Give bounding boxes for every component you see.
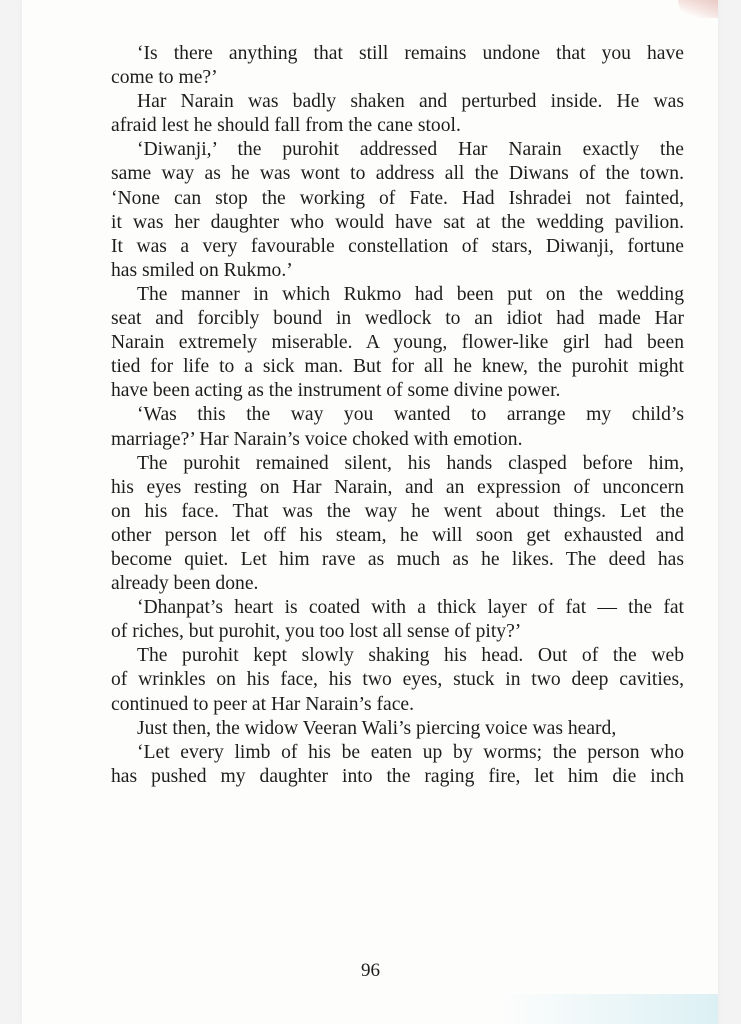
page-corner-shadow bbox=[678, 0, 718, 18]
text-line: his eyes resting on Har Narain, and an expression of unconcern bbox=[111, 476, 684, 498]
body-text bbox=[111, 42, 684, 789]
text-line: on his face. That was the way he went about things. Let the bbox=[111, 500, 684, 522]
text-line: ‘Dhanpat’s heart is coated with a thick layer of fat — the fat bbox=[137, 597, 684, 619]
paragraph bbox=[111, 741, 684, 789]
text-line: ‘Was this the way you wanted to arrange my child’s bbox=[137, 404, 684, 426]
text-line: Har Narain was badly shaken and perturbed inside. He was bbox=[137, 91, 684, 113]
page-number: 96 bbox=[361, 960, 380, 981]
text-line: marriage?’ Har Narain’s voice choked with emotion. bbox=[111, 428, 523, 450]
text-line: same way as he was wont to address all the Diwans of the town. bbox=[111, 163, 684, 185]
text-line: seat and forcibly bound in wedlock to an idiot had made Har bbox=[111, 308, 684, 330]
paragraph bbox=[111, 403, 684, 451]
text-line: ‘Let every limb of his be eaten up by worms; the person who bbox=[137, 741, 684, 763]
text-line: come to me?’ bbox=[111, 67, 218, 89]
text-line: It was a very favourable constellation of stars, Diwanji, fortune bbox=[111, 235, 684, 257]
text-line: The purohit kept slowly shaking his head. Out of the web bbox=[137, 645, 684, 667]
text-line: ‘None can stop the working of Fate. Had Ishradei not fainted, bbox=[111, 187, 684, 209]
text-line: it was her daughter who would have sat at the wedding pavilion. bbox=[111, 211, 684, 233]
text-line: has pushed my daughter into the raging fire, let him die inch bbox=[111, 765, 684, 787]
text-line: The manner in which Rukmo had been put on the wedding bbox=[137, 283, 684, 305]
text-line: of wrinkles on his face, his two eyes, stuck in two deep cavities, bbox=[111, 669, 684, 691]
text-line: The purohit remained silent, his hands clasped before him, bbox=[137, 452, 684, 474]
text-line: ‘Diwanji,’ the purohit addressed Har Narain exactly the bbox=[137, 139, 684, 161]
text-line: continued to peer at Har Narain’s face. bbox=[111, 693, 415, 715]
text-line: tied for life to a sick man. But for all he knew, the purohit might bbox=[111, 356, 684, 378]
paragraph bbox=[111, 717, 684, 741]
text-line: have been acting as the instrument of some divine power. bbox=[111, 380, 561, 402]
text-line: of riches, but purohit, you too lost all sense of pity?’ bbox=[111, 621, 522, 643]
text-line: become quiet. Let him rave as much as he likes. The deed has bbox=[111, 548, 684, 570]
text-line: Narain extremely miserable. A young, flower-like girl had been bbox=[111, 332, 684, 354]
text-line: has smiled on Rukmo.’ bbox=[111, 259, 293, 281]
text-line: ‘Is there anything that still remains undone that you have bbox=[137, 43, 684, 64]
text-line: already been done. bbox=[111, 573, 259, 595]
paragraph bbox=[111, 42, 684, 90]
paragraph bbox=[111, 138, 684, 283]
text-line: other person let off his steam, he will soon get exhausted and bbox=[111, 524, 684, 546]
page-edge-tint bbox=[498, 994, 718, 1024]
text-line: Just then, the widow Veeran Wali’s piercing voice was heard, bbox=[137, 717, 617, 739]
paragraph bbox=[111, 596, 684, 644]
paragraph bbox=[111, 90, 684, 138]
paragraph bbox=[111, 283, 684, 403]
paragraph bbox=[111, 644, 684, 716]
paragraph bbox=[111, 452, 684, 597]
text-line: afraid lest he should fall from the cane stool. bbox=[111, 115, 461, 137]
